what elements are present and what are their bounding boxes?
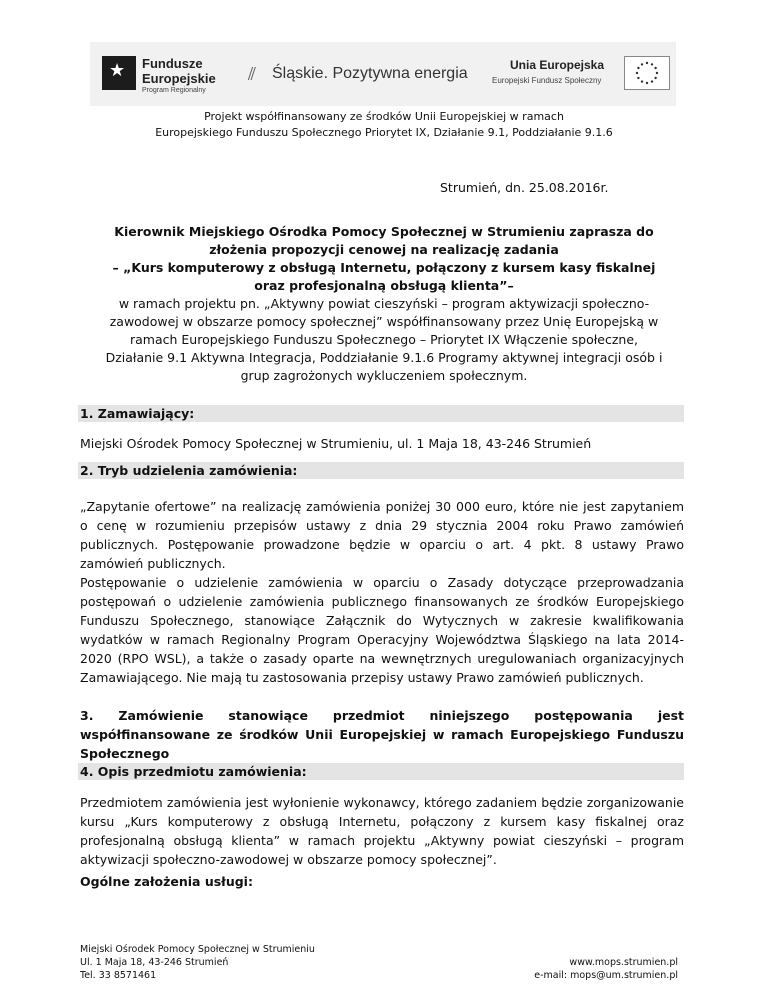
title-line-1: Kierownik Miejskiego Ośrodka Pomocy Społecznej w Strumieniu zaprasza do bbox=[114, 224, 654, 239]
ue-logo-text-1: Unia Europejska bbox=[510, 58, 605, 72]
title-line-4: oraz profesjonalną obsługą klienta”– bbox=[254, 278, 514, 293]
document-date: Strumień, dn. 25.08.2016r. bbox=[440, 180, 609, 195]
footer-address bbox=[80, 943, 315, 982]
slaskie-mark-icon: ⫽ bbox=[248, 64, 257, 85]
slaskie-logo-text: Śląskie. Pozytywna energia bbox=[272, 65, 468, 82]
section-1-heading: 1. Zamawiający: bbox=[78, 405, 684, 422]
eu-flag-icon bbox=[624, 56, 670, 90]
title-body-3: ramach Europejskiego Funduszu Społecznego – Priorytet IX Włączenie społeczne, bbox=[130, 332, 638, 347]
section-2-paragraph-1: „Zapytanie ofertowe” na realizację zamówienia poniżej 30 000 euro, które nie jest zapytaniem o cenę w rozumieniu przepisów ustawy z dnia 29 stycznia 2004 roku Prawo zamówień publicznych. Postępowanie prowadzone będzie w oparciu o art. 4 pkt. 8 ustawy Prawo zamówień publicznych. bbox=[80, 499, 684, 571]
cofinance-line-1: Projekt współfinansowany ze środków Unii Europejskiej w ramach bbox=[204, 110, 564, 123]
footer-contact bbox=[534, 956, 678, 982]
footer-email[interactable]: e-mail: mops@um.strumien.pl bbox=[534, 970, 678, 981]
slaskie-logo bbox=[248, 64, 468, 88]
cofinance-line-2: Europejskiego Funduszu Społecznego Priorytet IX, Działanie 9.1, Poddziałanie 9.1.6 bbox=[155, 126, 613, 139]
fundusze-europejskie-logo bbox=[102, 52, 232, 98]
section-3-heading: 3. Zamówienie stanowiące przedmiot niniejszego postępowania jest współfinansowane ze środków Unii Europejskiej w ramach Europejskiego Funduszu Społecznego bbox=[80, 708, 684, 761]
section-4-heading: 4. Opis przedmiotu zamówienia: bbox=[78, 763, 684, 780]
section-4-text: Przedmiotem zamówienia jest wyłonienie wykonawcy, którego zadaniem będzie zorganizowanie kursu „Kurs komputerowy z obsługą Internetu, połączony z kursem kasy fiskalnej oraz profesjonalną obsługą klienta” w ramach projektu „Aktywny powiat cieszyński – program aktywizacji społeczno-zawodowej w obszarze pomocy społecznej”. bbox=[80, 795, 684, 867]
footer-left-3: Tel. 33 8571461 bbox=[80, 970, 157, 981]
general-assumptions-heading: Ogólne założenia usługi: bbox=[80, 874, 253, 889]
title-line-2: złożenia propozycji cenowej na realizację zadania bbox=[209, 242, 559, 257]
footer-website[interactable]: www.mops.strumien.pl bbox=[569, 957, 678, 968]
fe-star-icon bbox=[102, 56, 136, 90]
section-2-paragraph-2: Postępowanie o udzielenie zamówienia w oparciu o Zasady dotyczące przeprowadzania postępowań o udzielenie zamówienia publicznego finansowanych ze środków Europejskiego Funduszu Społecznego, stanowiące Załącznik do Wytycznych w zakresie kwalifikowania wydatków w ramach Regionalny Program Operacyjny Województwa Śląskiego na lata 2014-2020 (RPO WSL), a także o zasady oparte na wewnętrznych uregulowaniach organizacyjnych Zamawiającego. Nie mają tu zastosowania przepisy ustawy Prawo zamówień publicznych. bbox=[80, 575, 684, 685]
title-line-3: – „Kurs komputerowy z obsługą Internetu, połączony z kursem kasy fiskalnej bbox=[112, 260, 656, 275]
fe-logo-text-2: Europejskie bbox=[142, 71, 216, 86]
ue-logo-text-2: Europejski Fundusz Społeczny bbox=[492, 76, 602, 85]
fe-logo-text-3: Program Regionalny bbox=[142, 87, 206, 94]
title-body-1: w ramach projektu pn. „Aktywny powiat cieszyński – program aktywizacji społeczno- bbox=[118, 296, 650, 311]
title-body-2: zawodowej w obszarze pomocy społecznej” współfinansowany przez Unię Europejską w bbox=[109, 314, 659, 329]
footer-left-2: Ul. 1 Maja 18, 43-246 Strumień bbox=[80, 957, 229, 968]
title-body-4: Działanie 9.1 Aktywna Integracja, Poddziałanie 9.1.6 Programy aktywnej integracji osób i bbox=[105, 350, 663, 365]
title-body-5: grup zagrożonych wykluczeniem społecznym. bbox=[240, 368, 528, 383]
fe-logo-text-1: Fundusze bbox=[142, 56, 203, 71]
logo-bar bbox=[90, 42, 676, 106]
footer-left-1: Miejski Ośrodek Pomocy Społecznej w Strumieniu bbox=[80, 944, 315, 955]
section-1-text: Miejski Ośrodek Pomocy Społecznej w Strumieniu, ul. 1 Maja 18, 43-246 Strumień bbox=[80, 436, 592, 451]
section-2-heading: 2. Tryb udzielenia zamówienia: bbox=[78, 462, 684, 479]
unia-europejska-logo bbox=[492, 56, 670, 96]
